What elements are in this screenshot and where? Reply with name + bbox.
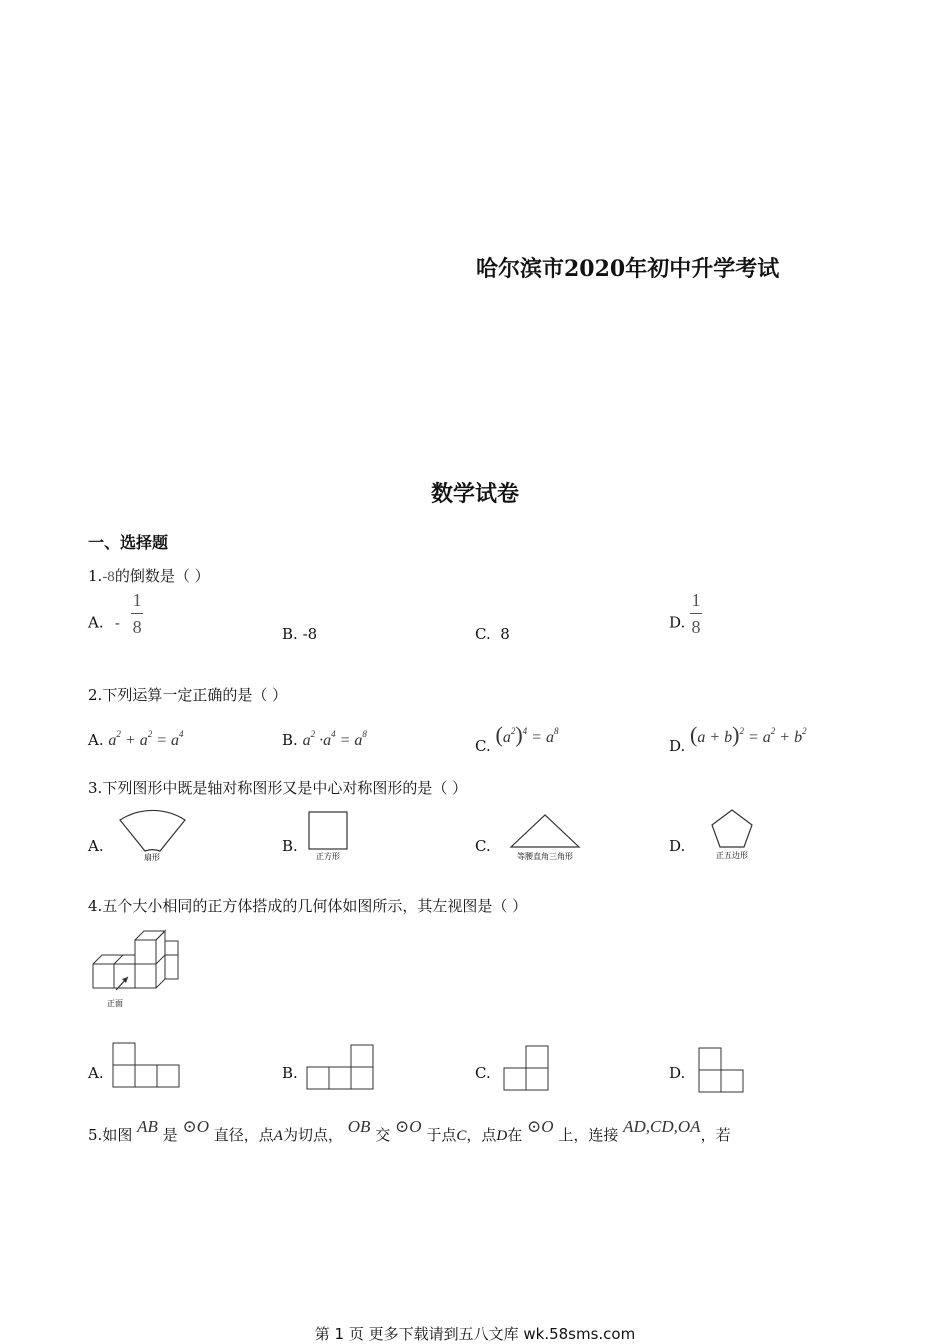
question-number: 4. (88, 897, 103, 915)
question-1-option-d[interactable] (669, 590, 702, 647)
question-2-option-a[interactable] (88, 731, 183, 750)
figure-label: 正五边形 (716, 851, 748, 860)
option-letter: A. (88, 613, 104, 632)
stem-text: 是 (162, 1126, 178, 1144)
stem-text: 如图 (102, 1126, 133, 1144)
stem-text: 上，连接 (558, 1126, 619, 1144)
figure-label: 扇形 (144, 853, 160, 862)
math-term: ⊙O (527, 1117, 554, 1136)
question-2-option-b[interactable] (282, 731, 367, 750)
figure-label: 正方形 (316, 852, 340, 861)
option-letter: B. (282, 625, 298, 643)
view-option-d-figure (697, 1046, 749, 1094)
formula: $(a + b)^2 = a^2 + b^2$ (690, 722, 807, 747)
stem-text: ，点 (466, 1126, 497, 1144)
question-4-option-c[interactable] (475, 1064, 491, 1082)
figure-label: 等腰直角三角形 (517, 852, 573, 861)
question-1-option-a[interactable] (88, 590, 143, 647)
question-number: 2. (88, 686, 103, 704)
page-footer: 第 1 页 更多下载请到五八文库 wk.58sms.com (314, 1325, 636, 1343)
stem-text: 直径，点 (213, 1126, 274, 1144)
square-shape (309, 812, 347, 849)
denominator: 8 (691, 617, 701, 637)
option-text: 8 (500, 625, 510, 643)
formula: $a^2 \cdot a^4 = a^8$ (302, 729, 367, 749)
question-2-option-d[interactable] (669, 722, 807, 755)
question-4-option-a[interactable] (88, 1064, 104, 1082)
exam-title: 哈尔滨市2020年初中升学考试 (476, 256, 780, 282)
option-letter: D. (669, 837, 686, 855)
question-3-option-c[interactable] (475, 837, 491, 855)
formula: $a^2 + a^2 = a^4$ (108, 729, 184, 749)
option-letter: D. (669, 737, 686, 755)
question-4-stem (88, 895, 527, 916)
stem-text: 下列图形中既是轴对称图形又是中心对称图形的是（ ） (102, 779, 468, 797)
stem-text: 为切点， (282, 1126, 343, 1144)
question-3-option-d[interactable] (669, 837, 685, 855)
math-term: A (273, 1128, 283, 1144)
option-letter: C. (475, 837, 491, 855)
formula: $(a^2)^4 = a^8$ (495, 722, 559, 747)
question-2-stem (88, 684, 287, 705)
stem-text: 下列运算一定正确的是（ ） (102, 686, 288, 704)
fraction (690, 590, 702, 637)
fraction-bar (690, 613, 702, 614)
section-heading: 一、选择题 (88, 533, 169, 552)
triangle-shape (511, 815, 579, 847)
stem-text: 的倒数是（ ） (114, 567, 210, 585)
option-letter: B. (282, 731, 298, 749)
square-figure (305, 809, 353, 865)
fraction (131, 590, 143, 637)
cube-stack (93, 931, 178, 988)
option-letter: A. (88, 1064, 104, 1082)
option-text: -8 (302, 625, 318, 643)
question-number: 3. (88, 779, 103, 797)
view-option-b-figure (305, 1043, 377, 1091)
stem-text: 交 (375, 1126, 391, 1144)
math-term: AD,CD,OA (623, 1117, 701, 1136)
math-term: OB (347, 1117, 371, 1136)
math-term: ⊙O (182, 1117, 209, 1136)
minus-sign: - (114, 613, 120, 632)
sector-shape (120, 810, 185, 851)
numerator: 1 (132, 590, 142, 610)
question-1-stem (88, 565, 210, 586)
question-2-option-c[interactable] (475, 722, 559, 755)
pentagon-shape (712, 810, 752, 847)
math-term: AB (137, 1117, 158, 1136)
math-term: D (496, 1128, 508, 1144)
cube-stack-figure (88, 928, 188, 1010)
figure-label: 正面 (107, 999, 123, 1008)
sector-figure (115, 806, 190, 866)
option-letter: D. (669, 613, 686, 632)
numerator: 1 (691, 590, 701, 610)
fraction-bar (131, 613, 143, 614)
stem-text: 五个大小相同的正方体搭成的几何体如图所示，其左视图是（ ） (102, 897, 528, 915)
view-option-c-figure (502, 1044, 554, 1092)
question-4-option-d[interactable] (669, 1064, 685, 1082)
option-letter: C. (475, 737, 491, 755)
stem-text: 在 (507, 1126, 523, 1144)
question-3-stem (88, 777, 467, 798)
denominator: 8 (132, 617, 142, 637)
question-4-option-b[interactable] (282, 1064, 298, 1082)
question-1-option-c[interactable] (475, 625, 510, 643)
option-letter: A. (88, 837, 104, 855)
isosceles-right-triangle-figure (505, 809, 587, 865)
math-term: C (456, 1128, 467, 1144)
question-5-stem (88, 1117, 731, 1145)
view-option-a-figure (110, 1040, 182, 1090)
option-letter: B. (282, 837, 298, 855)
option-letter: A. (88, 731, 104, 749)
question-1-option-b[interactable] (282, 625, 317, 643)
paper-title: 数学试卷 (430, 481, 519, 507)
question-number: 5. (88, 1126, 103, 1144)
stem-text: 于点 (426, 1126, 457, 1144)
stem-text: ，若 (700, 1126, 731, 1144)
option-letter: D. (669, 1064, 686, 1082)
pentagon-figure (706, 807, 758, 865)
math-term: ⊙O (395, 1117, 422, 1136)
option-letter: B. (282, 1064, 298, 1082)
question-3-option-a[interactable] (88, 837, 104, 855)
question-number: 1. (88, 567, 103, 585)
option-letter: C. (475, 625, 491, 643)
question-3-option-b[interactable] (282, 837, 298, 855)
option-letter: C. (475, 1064, 491, 1082)
math-term: -8 (102, 569, 115, 585)
